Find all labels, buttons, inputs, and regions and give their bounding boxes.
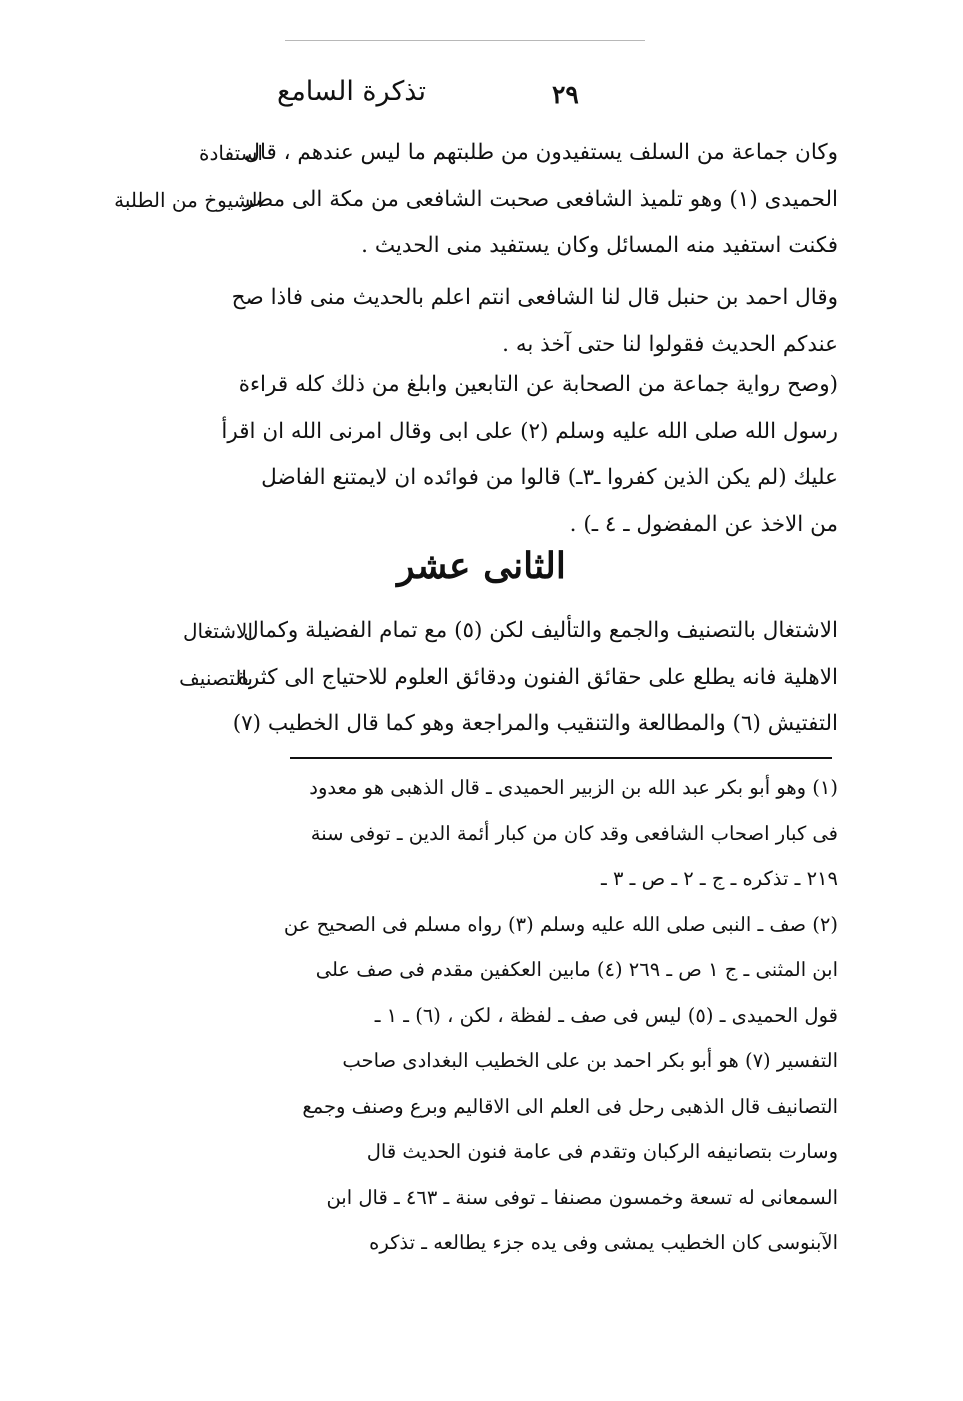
section-heading: الثانى عشر	[397, 545, 566, 587]
text-line: فكنت استفيد منه المسائل وكان يستفيد منى الحديث .	[361, 233, 838, 258]
margin-note-line: بالتصنيف	[179, 665, 253, 690]
footnote-line: التصانيف قال الذهبى رحل فى العلم الى الاقاليم وبرع وصنف وجمع	[302, 1094, 838, 1118]
text-line: وكان جماعة من السلف يستفيدون من طلبتهم ما ليس عندهم ، قال	[244, 140, 838, 165]
text-line: رسول الله صلى الله عليه وسلم (٢) على ابى وقال امرنى الله ان اقرأ	[221, 418, 838, 444]
footnote-line: (٢) صف ـ النبى صلى الله عليه وسلم (٣) رواه مسلم فى الصحيح عن	[283, 912, 838, 936]
text-line: الحميدى (١) وهو تلميذ الشافعى صحبت الشافعى من مكة الى مصر	[243, 186, 838, 212]
footnote-line: وسارت بتصانيفه الركبان وتقدم فى عامة فنون الحديث قال	[366, 1140, 838, 1163]
page-number: ٢٩	[552, 80, 579, 109]
text-line: عليك (لم يكن الذين كفروا ـ٣ـ) قالوا من فوائده ان لايمتنع الفاضل	[261, 465, 838, 490]
footnote-line: قول الحميدى ـ (٥) ليس فى صف ـ لفظة ، لكن ، (٦) ـ ١ ـ	[374, 1003, 838, 1027]
footnote-line: السمعانى له تسعة وخمسون مصنفا ـ توفى سنة ـ ٤٦٣ ـ قال ابن	[326, 1185, 838, 1209]
paragraph-4	[232, 608, 838, 748]
margin-note-line: الاشتغال	[182, 619, 253, 643]
margin-note-2	[83, 608, 253, 701]
text-line: عندكم الحديث فقولوا لنا حتى آخذ به .	[502, 331, 838, 357]
footnote-line: (١) وهو أبو بكر عبد الله بن الزبير الحميدى ـ قال الذهبى هو معدود	[309, 776, 838, 799]
text-line: التفتيش (٦) والمطالعة والتنقيب والمراجعة وهو كما قال الخطيب (٧)	[232, 711, 838, 736]
text-line: (وصح رواية جماعة من الصحابة عن التابعين وابلغ من ذلك كله قراءة	[238, 372, 838, 397]
footnotes	[283, 765, 838, 1266]
text-line: وقال احمد بن حنبل قال لنا الشافعى انتم اعلم بالحديث منى فاذا صح	[231, 285, 838, 310]
text-line: الاشتغال بالتصنيف والجمع والتأليف لكن (٥) مع تمام الفضيلة وكمال	[243, 618, 838, 643]
paragraph-3	[221, 362, 838, 548]
paragraph-1	[243, 130, 838, 270]
scan-edge-rule	[285, 40, 645, 41]
margin-note-line: استفادة	[199, 141, 263, 165]
footnote-line: الآبنوسى كان الخطيب يمشى وفى يده جزء يطالعه ـ تذكره	[369, 1231, 838, 1254]
footnote-line: التفسير (٧) هو أبو بكر احمد بن على الخطيب البغدادى صاحب	[342, 1049, 838, 1072]
running-title: تذكرة السامع	[276, 76, 426, 107]
footnote-line: ابن المثنى ـ ج ١ ص ـ ٢٦٩ (٤) مابين العكفين مقدم فى صف على	[315, 958, 838, 981]
footnote-line: فى كبار اصحاب الشافعى وقد كان من كبار أئمة الدين ـ توفى سنة	[310, 821, 838, 845]
footnote-line: ٢١٩ ـ تذكره ـ ج ـ ٢ ـ ص ـ ٣ ـ	[601, 867, 838, 890]
text-line: الاهلية فانه يطلع على حقائق الفنون ودقائق العلوم للاحتياج الى كثرة	[237, 664, 838, 690]
footnote-divider	[290, 757, 832, 759]
text-line: من الاخذ عن المفضول ـ ٤ ـ) .	[569, 511, 838, 537]
margin-note-line: الشيوخ من الطلبة	[114, 187, 263, 212]
paragraph-2	[231, 275, 838, 368]
margin-note-1	[43, 130, 263, 223]
